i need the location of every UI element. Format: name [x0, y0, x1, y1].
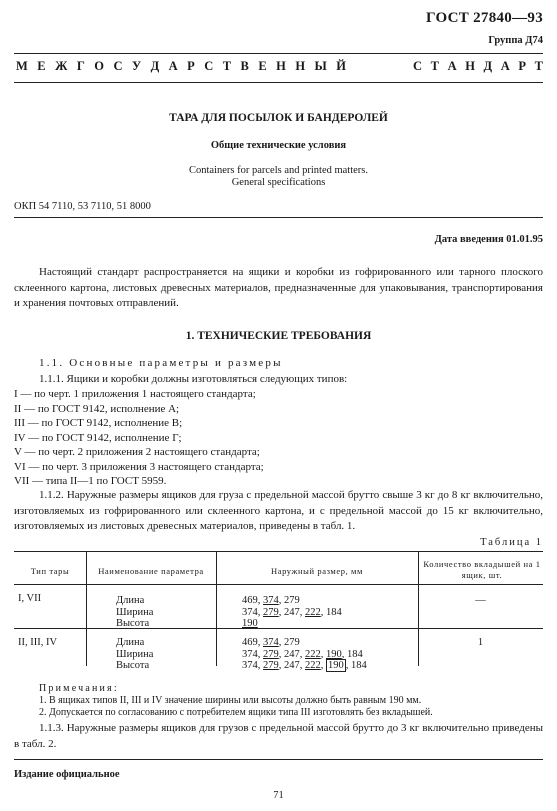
standard-letter: Д [150, 59, 160, 73]
size-value: 184 [351, 660, 367, 671]
size-value: 374 [242, 606, 258, 618]
type-item: VI — по черт. 3 приложения 3 настоящего стандарта; [14, 460, 264, 473]
size-values: 469, 374, 279 [242, 637, 300, 648]
type-item: IV — по ГОСТ 9142, исполнение Г; [14, 431, 182, 444]
standard-letter: Е [37, 59, 46, 73]
page-number: 71 [273, 790, 284, 801]
standard-letter: Г [76, 59, 85, 73]
standard-letter: Н [465, 59, 475, 73]
type-item: III — по ГОСТ 9142, исполнение В; [14, 417, 183, 429]
header-size: Наружный размер, мм [270, 566, 364, 576]
size-value: 469 [242, 637, 258, 648]
section-heading: 1. ТЕХНИЧЕСКИЕ ТРЕБОВАНИЯ [185, 330, 372, 342]
row2-type: II, III, IV [18, 637, 58, 648]
size-value: 247 [284, 606, 300, 618]
note-2: 2. Допускается по согласованию с потребителем ящики типа III изготовлять без вкладышей. [39, 707, 433, 718]
param-label: Ширина [116, 606, 154, 618]
row2-params [116, 637, 153, 672]
size-value: 247 [284, 660, 300, 671]
clause-1-1-3: 1.1.3. Наружные размеры ящиков для грузов с предельной массой брутто до 3 кг включительно приведены в табл. 2. [14, 722, 543, 750]
group-code: Группа Д74 [488, 35, 543, 46]
document-title: ТАРА ДЛЯ ПОСЫЛОК И БАНДЕРОЛЕЙ [169, 112, 388, 124]
footer-rule [14, 759, 543, 760]
table-col-divider [418, 551, 419, 666]
types-list [14, 387, 264, 489]
row1-count: — [475, 595, 486, 606]
table-1 [14, 551, 543, 673]
note-1: 1. В ящиках типов II, III и IV значение ширины или высоты должно быть равным 190 мм. [39, 695, 422, 706]
okp-rule [14, 217, 543, 218]
size-values: 374, 279, 247, 222, 184 [242, 606, 342, 618]
size-value: 374 [242, 648, 258, 660]
param-label: Длина [116, 637, 145, 648]
standard-letter: Т [534, 59, 543, 73]
row1-params [116, 595, 153, 630]
okp-codes: ОКП 54 7110, 53 7110, 51 8000 [14, 201, 151, 212]
standard-letter: Т [430, 59, 439, 73]
clause-1-1-1: 1.1.1. Ящики и коробки должны изготовляться следующих типов: [39, 373, 348, 385]
size-value: 374 [242, 660, 258, 671]
standard-letter: Ж [55, 59, 68, 73]
standard-letter: А [500, 59, 510, 73]
type-item: V — по черт. 2 приложения 2 настоящего стандарта; [14, 446, 260, 458]
standard-letter: О [94, 59, 105, 73]
standard-letter: С [413, 59, 423, 73]
param-label: Длина [116, 595, 145, 606]
size-value: 247 [284, 648, 300, 660]
type-item: VII — типа II—1 по ГОСТ 5959. [14, 475, 167, 487]
english-title-line-2: General specifications [231, 177, 326, 188]
introduction-date: Дата введения 01.01.95 [434, 234, 543, 245]
row2-count: 1 [477, 637, 484, 648]
param-label: Высота [116, 618, 150, 629]
standard-letter: С [113, 59, 123, 73]
standard-letter: В [240, 59, 249, 73]
standard-letter: Е [258, 59, 267, 73]
size-value: 190 [242, 618, 258, 629]
standard-letter: А [168, 59, 178, 73]
standard-letter: Д [483, 59, 493, 73]
header-rule-bottom [14, 82, 543, 83]
size-value: 374 [263, 637, 279, 648]
intro-paragraph: Настоящий стандарт распространяется на ящики и коробки из гофрированного или тарного плоского склеенного картона, листовых древесных материалов, предназначенные для упаковывания, транспортирования и хранения почтовых отправлений. [14, 266, 543, 309]
size-value: 374 [263, 595, 279, 606]
row2-sizes [242, 637, 367, 672]
notes-label: Примечания: [39, 683, 119, 694]
standard-letter: У [131, 59, 142, 73]
size-value: 222 [305, 606, 321, 618]
document-subtitle: Общие технические условия [210, 140, 347, 151]
size-value: 279 [284, 595, 300, 606]
size-value: 190 [326, 648, 342, 660]
header-count: Количество вкладышей на 1 ящик, шт. [423, 559, 541, 580]
standard-letter: Н [295, 59, 306, 73]
size-value: 190 [328, 660, 344, 671]
type-item: II — по ГОСТ 9142, исполнение А; [14, 402, 180, 415]
header-rule-top [14, 53, 543, 54]
size-value: 184 [347, 648, 363, 660]
size-value: 222 [305, 660, 321, 671]
standard-letter: Ы [314, 59, 327, 73]
size-values: 469, 374, 279 [242, 595, 300, 606]
standard-type-line [16, 59, 543, 74]
standard-letter: А [447, 59, 457, 73]
standard-letter: С [204, 59, 214, 73]
table-rule-top [14, 551, 543, 552]
standard-letter: М [16, 59, 28, 73]
standard-word-1 [16, 59, 346, 74]
official-edition: Издание официальное [14, 769, 120, 780]
standard-letter: Й [336, 59, 346, 73]
english-title [0, 165, 557, 189]
header-param: Наименование параметра [98, 566, 204, 576]
row1-sizes [242, 595, 342, 630]
row1-type: I, VII [18, 593, 42, 604]
standard-word-2 [413, 59, 543, 74]
standard-letter: Т [222, 59, 232, 73]
english-title-line-1: Containers for parcels and printed matters. [188, 165, 369, 176]
size-value: 184 [326, 606, 342, 618]
gost-number: ГОСТ 27840—93 [425, 10, 543, 26]
size-values: 374, 279, 247, 222, 190, 184 [242, 648, 363, 660]
size-value: 279 [263, 648, 279, 660]
size-value: 469 [242, 595, 258, 606]
table-label: Таблица 1 [480, 537, 543, 548]
standard-letter: Р [187, 59, 195, 73]
size-value: 279 [263, 660, 279, 671]
size-values: 374, 279, 247, 222, 190 , 184 [242, 660, 367, 671]
standard-letter: Р [518, 59, 526, 73]
size-value: 222 [305, 648, 321, 660]
size-values [242, 618, 342, 630]
size-value: 279 [284, 637, 300, 648]
standard-letter: Н [276, 59, 286, 73]
type-item: I — по черт. 1 приложения 1 настоящего стандарта; [14, 388, 256, 400]
size-value: 279 [263, 606, 279, 618]
param-label: Высота [116, 660, 150, 671]
header-type: Тип тары [30, 566, 70, 576]
param-label: Ширина [116, 648, 154, 660]
table-rule-header [14, 584, 543, 585]
clause-1-1-2: 1.1.2. Наружные размеры ящиков для груза с предельной массой брутто свыше 3 кг до 8 кг включительно, изготовляемых из гофрированного или склеенного картона, и с предельной массой до 15 кг включительно, изготовляемых из листовых древесных материалов, приведены в табл. 1. [14, 489, 543, 532]
clause-1-1: 1.1. Основные параметры и размеры [39, 357, 283, 369]
